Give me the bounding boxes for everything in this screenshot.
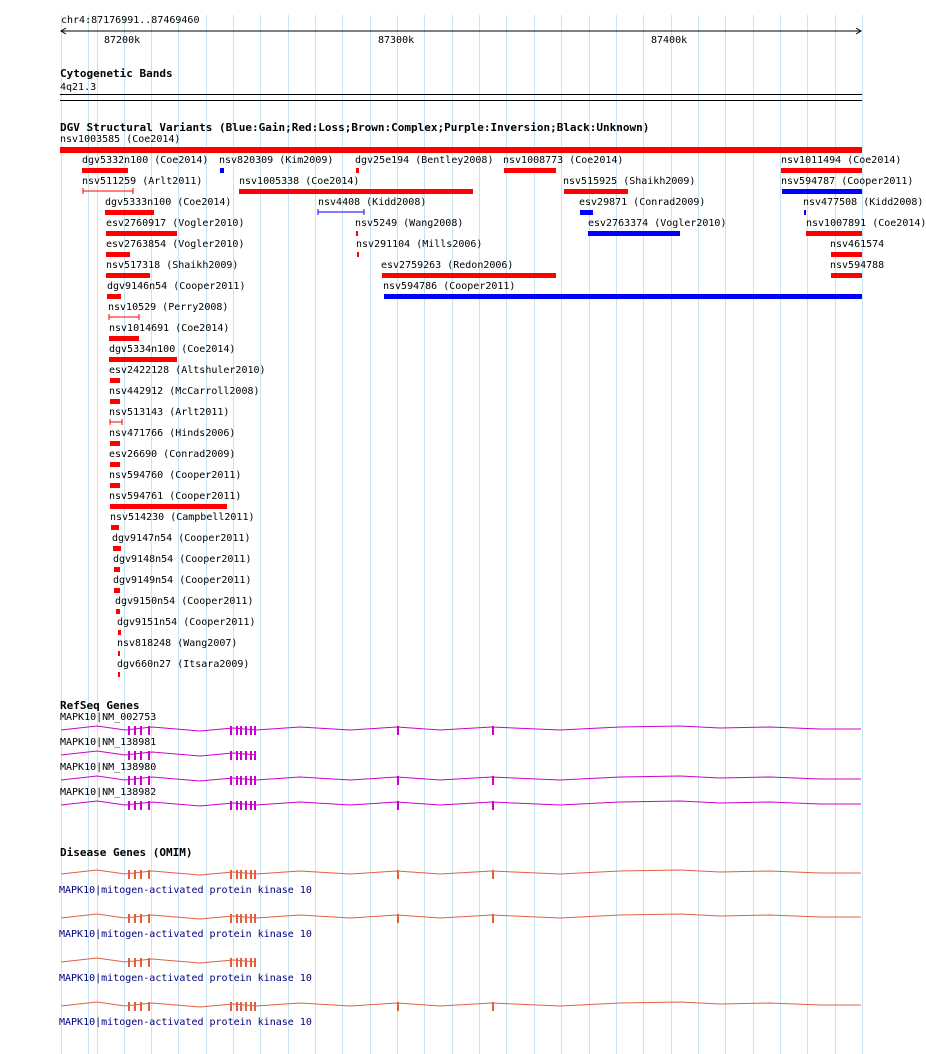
variant-label[interactable]: nsv594786 (Cooper2011)	[383, 281, 516, 292]
transcript-label[interactable]: MAPK10|NM_138982	[60, 787, 157, 798]
variant-label[interactable]: nsv1007891 (Coe2014)	[806, 218, 926, 229]
transcript-label[interactable]: MAPK10|NM_002753	[60, 712, 157, 723]
variant-label[interactable]: esv2759263 (Redon2006)	[381, 260, 514, 271]
variant-label[interactable]: nsv513143 (Arlt2011)	[109, 407, 230, 418]
variant-label[interactable]: nsv291104 (Mills2006)	[356, 239, 483, 250]
cytoband-label[interactable]: 4q21.3	[60, 82, 97, 93]
variant-label[interactable]: dgv9150n54 (Cooper2011)	[115, 596, 254, 607]
variant-label[interactable]: nsv4408 (Kidd2008)	[318, 197, 427, 208]
track-title-dgv[interactable]: DGV Structural Variants (Blue:Gain;Red:Loss;Brown:Complex;Purple:Inversion;Black:Unknown)	[60, 121, 650, 134]
range-label: chr4:87176991..87469460	[61, 15, 200, 26]
variant-label[interactable]: nsv5249 (Wang2008)	[355, 218, 464, 229]
track-title-cytobands[interactable]: Cytogenetic Bands	[60, 67, 173, 80]
transcript-label[interactable]: MAPK10|NM_138981	[60, 737, 157, 748]
track-title-refseq[interactable]: RefSeq Genes	[60, 699, 140, 712]
variant-label[interactable]: nsv594761 (Cooper2011)	[109, 491, 242, 502]
omim-gene-label[interactable]: MAPK10|mitogen-activated protein kinase 10	[59, 929, 312, 940]
variant-label[interactable]: nsv1003585 (Coe2014)	[60, 134, 181, 145]
variant-label[interactable]: esv2763374 (Vogler2010)	[588, 218, 727, 229]
variant-label[interactable]: dgv9147n54 (Cooper2011)	[112, 533, 251, 544]
variant-label[interactable]: nsv461574	[830, 239, 885, 250]
variant-label[interactable]: nsv818248 (Wang2007)	[117, 638, 238, 649]
omim-gene-label[interactable]: MAPK10|mitogen-activated protein kinase 10	[59, 1017, 312, 1028]
variant-label[interactable]: nsv514230 (Campbell2011)	[110, 512, 255, 523]
variant-label[interactable]: nsv1011494 (Coe2014)	[781, 155, 902, 166]
variant-label[interactable]: nsv511259 (Arlt2011)	[82, 176, 203, 187]
variant-label[interactable]: esv2763854 (Vogler2010)	[106, 239, 245, 250]
variant-label[interactable]: dgv660n27 (Itsara2009)	[117, 659, 250, 670]
variant-label[interactable]: esv26690 (Conrad2009)	[109, 449, 236, 460]
variant-label[interactable]: dgv5334n100 (Coe2014)	[109, 344, 236, 355]
transcript-label[interactable]: MAPK10|NM_138980	[60, 762, 157, 773]
ruler-tick-label: 87200k	[104, 35, 141, 46]
variant-label[interactable]: esv2422128 (Altshuler2010)	[109, 365, 266, 376]
omim-gene-label[interactable]: MAPK10|mitogen-activated protein kinase 10	[59, 973, 312, 984]
variant-label[interactable]: nsv594787 (Cooper2011)	[781, 176, 914, 187]
variant-label[interactable]: esv2760917 (Vogler2010)	[106, 218, 245, 229]
track-title-omim[interactable]: Disease Genes (OMIM)	[60, 846, 193, 859]
variant-label[interactable]: esv29871 (Conrad2009)	[579, 197, 706, 208]
variant-label[interactable]: nsv594788	[830, 260, 885, 271]
ruler-tick-label: 87300k	[378, 35, 415, 46]
variant-label[interactable]: dgv5333n100 (Coe2014)	[105, 197, 232, 208]
omim-gene-label[interactable]: MAPK10|mitogen-activated protein kinase 10	[59, 885, 312, 896]
variant-label[interactable]: nsv10529 (Perry2008)	[108, 302, 229, 313]
variant-label[interactable]: dgv9151n54 (Cooper2011)	[117, 617, 256, 628]
variant-label[interactable]: nsv477508 (Kidd2008)	[803, 197, 924, 208]
variant-label[interactable]: nsv1005338 (Coe2014)	[239, 176, 360, 187]
variant-label[interactable]: nsv442912 (McCarroll2008)	[109, 386, 260, 397]
variant-label[interactable]: dgv9148n54 (Cooper2011)	[113, 554, 252, 565]
variant-label[interactable]: nsv515925 (Shaikh2009)	[563, 176, 696, 187]
variant-label[interactable]: nsv820309 (Kim2009)	[219, 155, 334, 166]
variant-label[interactable]: nsv1008773 (Coe2014)	[503, 155, 624, 166]
variant-label[interactable]: dgv25e194 (Bentley2008)	[355, 155, 494, 166]
variant-label[interactable]: dgv5332n100 (Coe2014)	[82, 155, 209, 166]
variant-label[interactable]: dgv9149n54 (Cooper2011)	[113, 575, 252, 586]
ruler-tick-label: 87400k	[651, 35, 688, 46]
variant-label[interactable]: nsv594760 (Cooper2011)	[109, 470, 242, 481]
variant-label[interactable]: dgv9146n54 (Cooper2011)	[107, 281, 246, 292]
variant-label[interactable]: nsv471766 (Hinds2006)	[109, 428, 236, 439]
variant-label[interactable]: nsv1014691 (Coe2014)	[109, 323, 230, 334]
variant-label[interactable]: nsv517318 (Shaikh2009)	[106, 260, 239, 271]
